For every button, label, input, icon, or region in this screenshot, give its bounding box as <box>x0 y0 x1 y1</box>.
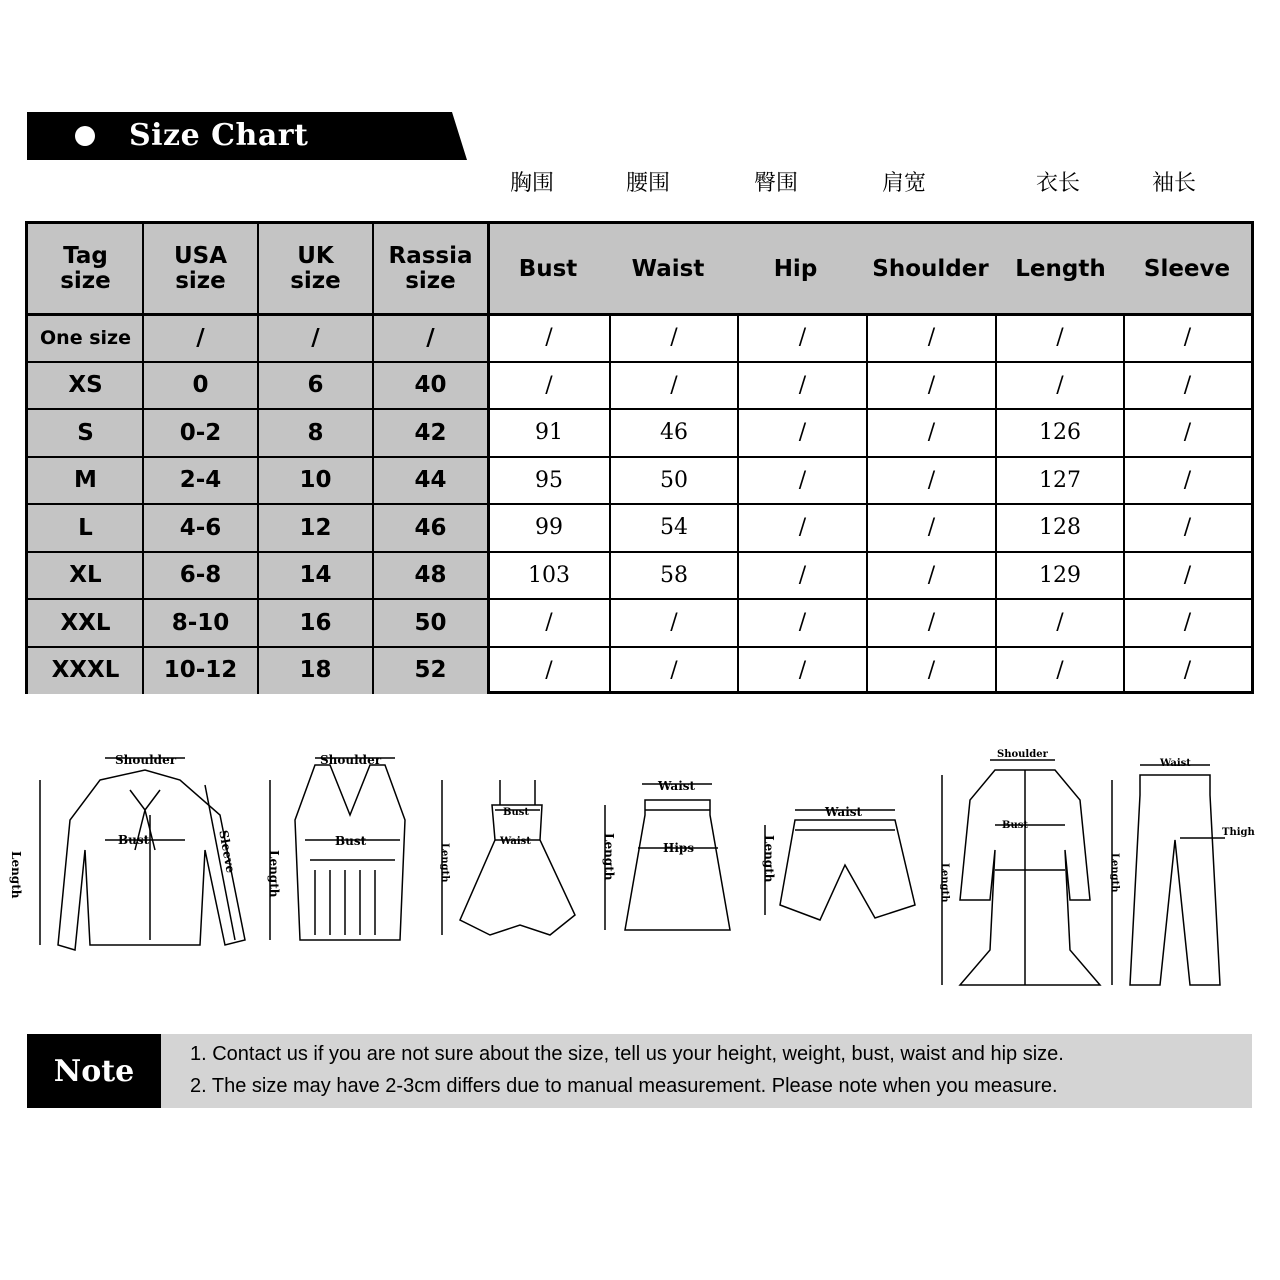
tag-size-cell: XXXL <box>28 647 143 695</box>
measurement-cell: 103 <box>528 562 570 588</box>
skirt-diagram-icon <box>605 784 730 930</box>
usa-size-cell: 8-10 <box>143 599 258 647</box>
usa-size-cell: 2-4 <box>143 457 258 505</box>
tag-size-cell: S <box>28 409 143 457</box>
dress-diagram-icon <box>442 780 575 935</box>
uk-size-cell: 10 <box>258 457 373 505</box>
banner-notch <box>420 112 470 160</box>
usa-size-cell: / <box>143 314 258 362</box>
measurement-cell: / <box>545 325 553 351</box>
uk-size-cell: 6 <box>258 362 373 410</box>
uk-size-cell: 16 <box>258 599 373 647</box>
length-label: Length <box>439 843 450 883</box>
russia-size-cell: 50 <box>373 599 488 647</box>
measurement-cell: / <box>1183 325 1192 351</box>
note-line-2: 2. The size may have 2-3cm differs due to manual measurement. Please note when you measure. <box>190 1075 1058 1097</box>
russia-size-cell: 44 <box>373 457 488 505</box>
tag-size-cell: XL <box>28 552 143 600</box>
measurement-cell: / <box>1183 610 1192 636</box>
size-table <box>25 221 1254 694</box>
shoulder-label: Shoulder <box>320 753 382 767</box>
measurement-cell: 127 <box>1039 467 1081 493</box>
measurement-cell: 99 <box>535 515 563 541</box>
grid-line <box>142 224 145 694</box>
usa-size-cell: 6-8 <box>143 552 258 600</box>
waist-label: Waist <box>658 779 696 793</box>
usa-size-cell: 0 <box>143 362 258 410</box>
grid-line <box>28 313 1251 316</box>
measurement-cell: / <box>798 610 807 636</box>
length-label: Length <box>9 851 23 899</box>
grid-line <box>28 408 1251 410</box>
length-label: Length <box>1109 853 1120 893</box>
measurement-cell: / <box>927 562 936 588</box>
tag-size-cell: One size <box>28 314 143 362</box>
tag-size-cell: XS <box>28 362 143 410</box>
bust-header: Bust <box>488 224 608 314</box>
waist-label: Waist <box>500 836 531 847</box>
grid-line <box>28 361 1251 363</box>
length-label: Length <box>602 833 616 881</box>
note-label: Note <box>53 1053 135 1089</box>
grid-line <box>28 456 1251 458</box>
measurement-cell: / <box>545 372 553 398</box>
grid-line <box>372 224 375 694</box>
blouse-diagram-icon <box>40 758 245 950</box>
grid-line <box>28 503 1251 505</box>
cn-header-hip: 臀围 <box>754 171 799 196</box>
measurement-cell: / <box>927 372 936 398</box>
uk-size-cell: 12 <box>258 504 373 552</box>
measurement-cell: 129 <box>1039 562 1081 588</box>
measurement-cell: / <box>927 467 936 493</box>
measurement-cell: / <box>545 657 553 683</box>
measurement-cell: / <box>798 467 807 493</box>
russia-size-cell: / <box>373 314 488 362</box>
measurement-cell: / <box>798 325 807 351</box>
measurement-cell: / <box>798 420 807 446</box>
shoulder-header: Shoulder <box>863 224 998 314</box>
uk-size-cell: 18 <box>258 647 373 695</box>
page-title: Size Chart <box>129 118 309 153</box>
bust-label: Bust <box>118 833 150 847</box>
waist-label: Waist <box>825 805 863 819</box>
measurement-cell: / <box>1056 372 1064 398</box>
tag-size-cell: XXL <box>28 599 143 647</box>
cn-header-bust: 胸围 <box>510 171 555 196</box>
sleeve-header: Sleeve <box>1123 224 1251 314</box>
hips-label: Hips <box>663 841 695 855</box>
russia-size-cell: 52 <box>373 647 488 695</box>
measurement-cell: / <box>1056 610 1064 636</box>
uk-size-cell: 8 <box>258 409 373 457</box>
cn-header-sleeve: 袖长 <box>1152 171 1197 196</box>
measurement-cell: 46 <box>660 420 688 446</box>
measurement-cell: / <box>1183 420 1192 446</box>
measurement-cell: / <box>798 562 807 588</box>
thigh-label: Thigh <box>1222 827 1255 838</box>
shoulder-label: Shoulder <box>997 749 1048 760</box>
russia-size-cell: 40 <box>373 362 488 410</box>
measurement-cell: / <box>927 420 936 446</box>
measurement-cell: 126 <box>1039 420 1081 446</box>
length-header: Length <box>998 224 1123 314</box>
usa-size-cell: 4-6 <box>143 504 258 552</box>
length-label: Length <box>267 850 281 898</box>
measurement-cell: / <box>1183 467 1192 493</box>
waist-label: Waist <box>1160 758 1191 769</box>
grid-line <box>257 224 260 694</box>
russia-size-cell: 46 <box>373 504 488 552</box>
measurement-cell: / <box>670 372 678 398</box>
trousers-diagram-icon <box>1112 765 1225 985</box>
measurement-cell: / <box>670 610 678 636</box>
measurement-cell: / <box>927 610 936 636</box>
russia-size-cell: 48 <box>373 552 488 600</box>
grid-line <box>28 598 1251 600</box>
measurement-cell: 54 <box>660 515 688 541</box>
measurement-cell: 50 <box>660 467 688 493</box>
russia-size-cell: 42 <box>373 409 488 457</box>
measurement-cell: / <box>670 325 678 351</box>
note-line-1: 1. Contact us if you are not sure about the size, tell us your height, weight, bust, waist and hip size. <box>190 1043 1064 1065</box>
coat-diagram-icon <box>942 760 1100 985</box>
measurement-cell: / <box>1183 657 1192 683</box>
measurement-cell: / <box>545 610 553 636</box>
uk-size-cell: / <box>258 314 373 362</box>
uk-size-header: UK size <box>258 224 373 314</box>
measurement-cell: / <box>927 325 936 351</box>
usa-size-cell: 10-12 <box>143 647 258 695</box>
measurement-cell: / <box>798 372 807 398</box>
measurement-cell: / <box>1056 657 1064 683</box>
measurement-cell: / <box>927 657 936 683</box>
shoulder-label: Shoulder <box>115 753 177 767</box>
measurement-cell: / <box>798 657 807 683</box>
measurement-cell: / <box>927 515 936 541</box>
measurement-cell: / <box>670 657 678 683</box>
shorts-diagram-icon <box>765 810 915 920</box>
grid-line <box>28 646 1251 648</box>
cn-header-waist: 腰围 <box>626 171 671 196</box>
tag-size-cell: L <box>28 504 143 552</box>
tank-top-diagram-icon <box>270 758 405 940</box>
uk-size-cell: 14 <box>258 552 373 600</box>
bust-label: Bust <box>335 834 367 848</box>
cn-header-shoulder: 肩宽 <box>882 171 927 196</box>
measurement-cell: / <box>798 515 807 541</box>
measurement-cell: 128 <box>1039 515 1081 541</box>
waist-header: Waist <box>608 224 728 314</box>
measurement-cell: / <box>1183 372 1192 398</box>
measurement-cell: 95 <box>535 467 563 493</box>
measurement-cell: / <box>1056 325 1064 351</box>
grid-line <box>487 224 490 694</box>
tag-size-header: Tag size <box>28 224 143 314</box>
usa-size-cell: 0-2 <box>143 409 258 457</box>
bullet-icon <box>75 126 95 146</box>
measurement-diagrams <box>9 740 1260 1010</box>
measurement-cell: / <box>1183 515 1192 541</box>
sleeve-label: Sleeve <box>216 829 238 875</box>
usa-size-header: USA size <box>143 224 258 314</box>
cn-header-length: 衣长 <box>1036 171 1081 196</box>
length-label: Length <box>762 835 776 883</box>
russia-size-header: Rassia size <box>373 224 488 314</box>
measurement-cell: 91 <box>535 420 563 446</box>
grid-line <box>28 551 1251 553</box>
bust-label: Bust <box>1002 820 1028 831</box>
tag-size-cell: M <box>28 457 143 505</box>
hip-header: Hip <box>728 224 863 314</box>
length-label: Length <box>939 863 950 903</box>
measurement-cell: / <box>1183 562 1192 588</box>
bust-label: Bust <box>503 807 529 818</box>
measurement-cell: 58 <box>660 562 688 588</box>
